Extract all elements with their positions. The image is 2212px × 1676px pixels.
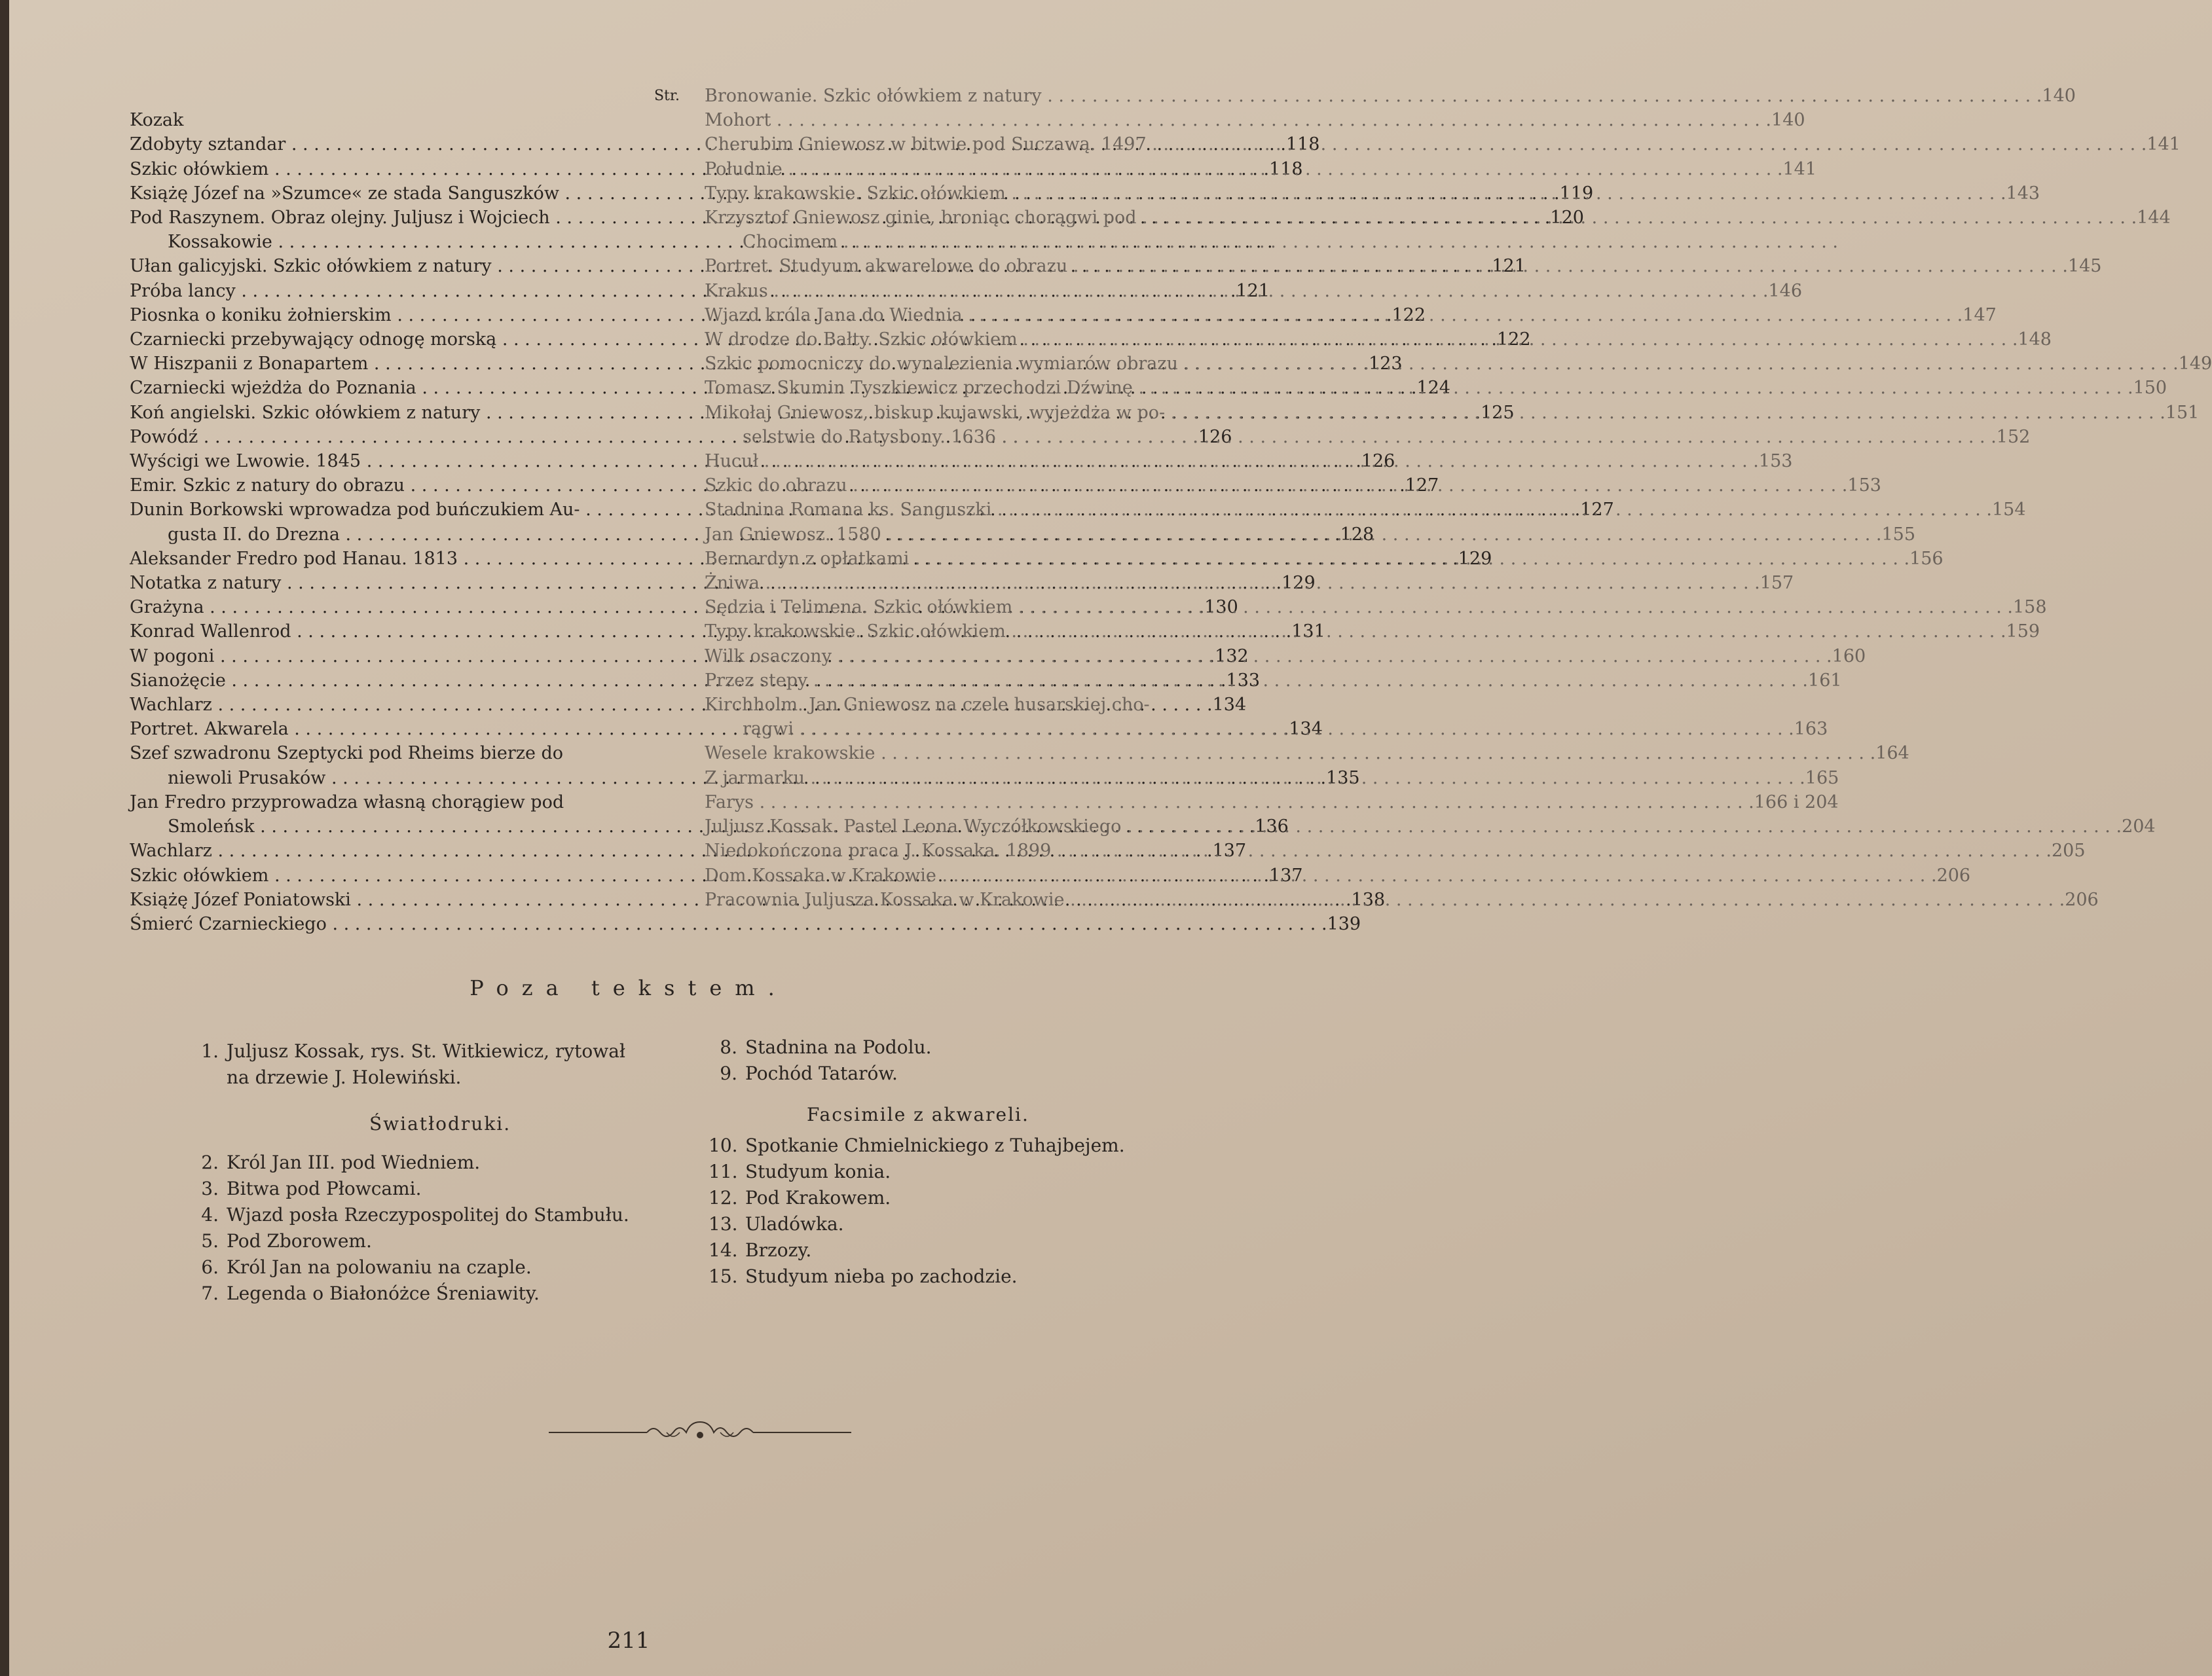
ornament-divider-icon: [549, 1419, 851, 1446]
toc-entry: [705, 108, 1805, 132]
toc-entry-title: Szkic ołówkiem . . .: [130, 157, 1269, 181]
toc-entry: [130, 741, 680, 765]
toc-entry-title: Grażyna . . .: [130, 595, 1204, 619]
plate-item: [709, 1264, 1206, 1290]
toc-entry-title: Zdobyty sztandar . . .: [130, 132, 1286, 156]
toc-entry: [705, 790, 1839, 814]
toc-entry-page: 158: [2013, 597, 2047, 618]
toc-entry-page: 140: [2042, 86, 2076, 106]
toc-entry-page: 131: [1291, 621, 1325, 642]
plate-title: Bitwa pod Płowcami.: [227, 1178, 422, 1199]
toc-entry-page: 165: [1805, 767, 1839, 788]
toc-entry-title: Portret. Akwarela . . .: [130, 717, 1289, 741]
toc-entry-title: Szef szwadronu Szeptycki pod Rheims bierze do: [130, 743, 564, 764]
toc-entry-title: Jan Fredro przyprowadza własną chorągiew pod: [130, 792, 564, 812]
plates-right-top-list: [709, 1034, 1206, 1087]
plate-item: [190, 1176, 688, 1202]
toc-entry-page: 118: [1285, 134, 1320, 155]
toc-entry-page: 166 i 204: [1754, 792, 1839, 812]
toc-entry-title: Hucuł . . .: [705, 449, 1759, 473]
toc-entry: [130, 230, 680, 254]
plates-intro-list: [190, 1038, 688, 1091]
toc-entry-title: Wilk osaczony . . .: [705, 644, 1832, 668]
toc-entry-page: 153: [1847, 475, 1881, 496]
toc-entry-title: gusta II. do Drezna . . .: [130, 522, 1340, 547]
toc-entry-page: 152: [1996, 426, 2031, 447]
plate-item: [190, 1150, 688, 1176]
toc-entry-page: 132: [1215, 646, 1249, 666]
toc-entry-title: Mohort . . .: [705, 108, 1771, 132]
toc-entry-page: 118: [1269, 158, 1303, 179]
toc-entry-title: Bronowanie. Szkic ołówkiem z natury . . .: [705, 84, 2042, 108]
toc-entry: [705, 644, 1866, 668]
toc-entry-title: W Hiszpanii z Bonapartem . . .: [130, 352, 1369, 376]
page-edge-shadow: [0, 0, 9, 1676]
toc-entry-page: 130: [1204, 597, 1238, 618]
toc-entry-title: Wachlarz . . .: [130, 693, 1213, 717]
toc-entry-page: 155: [1881, 524, 1916, 545]
toc-entry-title: Sianożęcie . . .: [130, 668, 1226, 693]
plate-number: 3.: [201, 1178, 219, 1199]
toc-entry: [130, 912, 1361, 936]
toc-entry-page: 137: [1212, 841, 1247, 862]
toc-entry-page: 156: [1909, 548, 1944, 569]
toc-entry-title: Cherubim Gniewosz w bitwie pod Suczawą. 1497 . . .: [705, 132, 2147, 156]
toc-entry-page: 157: [1760, 573, 1794, 594]
plate-number: 8.: [720, 1036, 737, 1058]
toc-entry-title: Przez stepy . . .: [705, 668, 1808, 693]
toc-entry-title: Wesele krakowskie . . .: [705, 741, 1875, 765]
plate-title: Pod Zborowem.: [227, 1230, 372, 1252]
plate-title: Legenda o Białonóżce Śreniawity.: [227, 1283, 540, 1304]
plate-number: 5.: [201, 1230, 219, 1252]
toc-entry-title: Dom Kossaka w Krakowie . . .: [705, 864, 1937, 888]
toc-entry-title: Z jarmarku . . .: [705, 766, 1805, 790]
toc-entry-page: 141: [2147, 134, 2181, 155]
toc-entry-title: Wjazd króla Jana do Wiednia . . .: [705, 303, 1963, 327]
toc-entry-page: 147: [1963, 304, 1997, 325]
toc-entry-title: Wyścigi we Lwowie. 1845 . . .: [130, 449, 1361, 473]
toc-entry-title: W pogoni . . .: [130, 644, 1215, 668]
plate-number: 14.: [709, 1239, 738, 1261]
toc-entry-title: Mikołaj Gniewosz, biskup kujawski, wyjeżdża w po- . . .: [705, 401, 2166, 425]
toc-entry-page: 127: [1405, 475, 1439, 496]
toc-entry-title: Farys . . .: [705, 790, 1754, 814]
swiatlodruki-list: [190, 1150, 688, 1307]
plate-item: [709, 1159, 1206, 1185]
toc-entry: [130, 790, 680, 814]
toc-entry-title: Szkic pomocniczy do wynalezienia wymiarów obrazu . . .: [705, 352, 2179, 376]
toc-entry-page: 151: [2165, 402, 2200, 423]
toc-entry-page: 143: [2006, 183, 2040, 204]
toc-entry-page: 145: [2067, 256, 2102, 277]
toc-entry-title: selstwie do Ratysbony. 1636 . . .: [705, 425, 1997, 449]
plate-title: Uladówka.: [745, 1213, 844, 1235]
toc-entry-title: Smoleńsk . . .: [130, 814, 1255, 839]
toc-entry-page: 133: [1226, 670, 1261, 691]
toc-entry-title: Ułan galicyjski. Szkic ołówkiem z natury . . .: [130, 254, 1492, 278]
plate-item: [709, 1237, 1206, 1264]
toc-entry-page: 121: [1492, 256, 1526, 277]
toc-entry-title: Czarniecki przebywający odnogę morską . . .: [130, 327, 1497, 352]
toc-entry: [705, 839, 2086, 863]
toc-entry-page: 134: [1289, 719, 1323, 740]
toc-entry-page: 148: [2018, 329, 2052, 350]
plate-item: [709, 1034, 1206, 1061]
toc-entry-page: 139: [1327, 913, 1361, 934]
toc-entry-page: 119: [1559, 183, 1594, 204]
toc-entry-title: Pod Raszynem. Obraz olejny. Juljusz i Wojciech . . .: [130, 206, 1550, 230]
toc-entry-title: Kossakowie . . .: [130, 230, 1273, 254]
toc-entry-page: 150: [2133, 378, 2167, 399]
toc-entry-page: 146: [1768, 280, 1803, 301]
toc-entry: [705, 230, 1238, 254]
toc-entry-page: 128: [1340, 524, 1374, 545]
facsimile-list: [709, 1133, 1206, 1290]
toc-entry-title: Czarniecki wjeżdża do Poznania . . .: [130, 376, 1416, 400]
plate-item: [709, 1061, 1206, 1087]
toc-entry-title: Chocimem . . .: [705, 230, 1838, 254]
toc-entry-page: 126: [1198, 426, 1232, 447]
toc-entry-page: 154: [1992, 500, 2026, 520]
toc-entry-title: Wachlarz . . .: [130, 839, 1213, 863]
toc-entry-page: 159: [2006, 621, 2040, 642]
toc-entry-title: Książę Józef na »Szumce« ze stada Sanguszków . . .: [130, 181, 1560, 206]
toc-entry-title: Emir. Szkic z natury do obrazu . . .: [130, 473, 1405, 498]
plate-number: [190, 1065, 219, 1091]
toc-entry: [705, 84, 2076, 108]
toc-entry-page: 121: [1236, 280, 1270, 301]
toc-entry-title: Sędzia i Telimena. Szkic ołówkiem . . .: [705, 595, 2013, 619]
toc-entry-title: Żniwa . . .: [705, 571, 1760, 595]
toc-entry-title: Książę Józef Poniatowski . . .: [130, 888, 1352, 912]
toc-entry-page: 136: [1255, 816, 1289, 837]
page-column-header: Str.: [654, 88, 680, 104]
toc-entry-page: 149: [2178, 354, 2212, 374]
toc-entry-title: Juljusz Kossak. Pastel Leona Wyczółkowskiego . . .: [705, 814, 2122, 839]
toc-entry: [705, 693, 1238, 717]
toc-entry-page: 124: [1416, 378, 1450, 399]
plate-number: 9.: [720, 1063, 737, 1084]
plate-item: [709, 1211, 1206, 1237]
toc-entry-page: 161: [1808, 670, 1842, 691]
plate-title: Studyum konia.: [745, 1161, 891, 1182]
plate-title: Brzozy.: [745, 1239, 812, 1261]
toc-entry-title: Próba lancy . . .: [130, 279, 1236, 303]
plate-item: [190, 1038, 688, 1065]
plate-title: na drzewie J. Holewiński.: [227, 1066, 462, 1088]
toc-entry-title: Powódź . . .: [130, 425, 1198, 449]
toc-entry-title: Tomasz Skumin Tyszkiewicz przechodzi Dźwinę . . .: [705, 376, 2133, 400]
toc-entry-title: Śmierć Czarnieckiego . . .: [130, 912, 1327, 936]
toc-entry-page: 125: [1481, 402, 1515, 423]
toc-entry-page: 120: [1550, 208, 1584, 228]
toc-entry-page: 206: [2065, 889, 2099, 910]
plate-item: [709, 1133, 1206, 1159]
toc-entry-page: 137: [1269, 865, 1303, 886]
toc-entry-page: 129: [1281, 573, 1316, 594]
toc-entry-page: 205: [2052, 841, 2086, 862]
toc-entry-page: 144: [2137, 208, 2171, 228]
plate-number: 13.: [709, 1213, 738, 1235]
toc-entry-page: 123: [1369, 354, 1403, 374]
toc-entry-title: Kozak: [130, 110, 184, 131]
plate-title: Pod Krakowem.: [745, 1187, 891, 1209]
toc-entry-page: 141: [1782, 158, 1817, 179]
toc-entry-page: 129: [1458, 548, 1492, 569]
toc-entry-title: W drodze do Bałty. Szkic ołówkiem . . .: [705, 327, 2018, 352]
toc-entry-title: niewoli Prusaków . . .: [130, 766, 1326, 790]
toc-entry-page: 126: [1361, 451, 1395, 472]
page-number: 211: [607, 1628, 650, 1654]
toc-entry: [130, 108, 680, 132]
plate-item: [709, 1185, 1206, 1211]
toc-entry: [705, 741, 1909, 765]
toc-entry: [705, 595, 2047, 619]
plate-title: Studyum nieba po zachodzie.: [745, 1266, 1018, 1287]
toc-entry-title: Aleksander Fredro pod Hanau. 1813 . . .: [130, 547, 1458, 571]
plate-item: [190, 1228, 688, 1254]
plate-number: 7.: [201, 1283, 219, 1304]
toc-entry-title: Typy krakowskie. Szkic ołówkiem . . .: [705, 619, 2006, 644]
plate-item: [190, 1254, 688, 1281]
plate-title: Król Jan III. pod Wiedniem.: [227, 1152, 481, 1173]
toc-entry-title: Krzysztof Gniewosz ginie, broniąc chorągwi pod . . .: [705, 206, 2137, 230]
plate-number: 15.: [709, 1266, 738, 1287]
toc-entry-page: 140: [1771, 110, 1805, 131]
toc-entry-title: Jan Gniewosz. 1580 . . .: [705, 522, 1882, 547]
toc-entry-page: 160: [1832, 646, 1866, 666]
plate-item: [190, 1281, 688, 1307]
toc-entry-title: Niedokończona praca J. Kossaka. 1899 . . .: [705, 839, 2052, 863]
toc-entry-page: 204: [2122, 816, 2156, 837]
plate-number: 2.: [201, 1152, 219, 1173]
toc-entry-title: Szkic do obrazu . . .: [705, 473, 1847, 498]
plate-title: Juljusz Kossak, rys. St. Witkiewicz, rytował: [227, 1040, 625, 1062]
toc-entry-page: 163: [1794, 719, 1828, 740]
plate-number: 6.: [201, 1256, 219, 1278]
plate-number: 12.: [709, 1187, 738, 1209]
toc-entry-title: Notatka z natury . . .: [130, 571, 1281, 595]
toc-entry-title: Bernardyn z opłatkami . . .: [705, 547, 1909, 571]
toc-entry-page: 164: [1875, 743, 1909, 764]
plate-title: Stadnina na Podolu.: [745, 1036, 932, 1058]
toc-entry-page: 122: [1392, 304, 1426, 325]
plate-title: Spotkanie Chmielnickiego z Tuhajbejem.: [745, 1135, 1125, 1156]
toc-entry-title: Stadnina Romana ks. Sanguszki . . .: [705, 498, 1992, 522]
toc-entry-page: 206: [1936, 865, 1971, 886]
plate-number: 10.: [709, 1135, 738, 1156]
poza-tekstem-heading: Poza tekstem.: [470, 975, 788, 1000]
toc-entry-title: Kirchholm. Jan Gniewosz na czele husarskiej cho-: [705, 695, 1150, 716]
toc-entry: [705, 425, 2031, 449]
swiatlodruki-heading: Światłodruki.: [369, 1113, 511, 1135]
plate-title: Wjazd posła Rzeczypospolitej do Stambułu.: [227, 1204, 629, 1226]
plate-number: 4.: [201, 1204, 219, 1226]
plate-item: [190, 1202, 688, 1228]
toc-entry-title: Koń angielski. Szkic ołówkiem z natury . . .: [130, 401, 1481, 425]
toc-entry-page: 127: [1580, 500, 1614, 520]
toc-entry-title: Portret. Studyum akwarelowe do obrazu . . .: [705, 254, 2068, 278]
toc-entry-page: 138: [1351, 889, 1386, 910]
toc-entry-page: 134: [1212, 695, 1247, 716]
facsimile-heading: Facsimile z akwareli.: [807, 1104, 1029, 1125]
plate-item: [190, 1065, 688, 1091]
plate-number: 11.: [709, 1161, 738, 1182]
toc-entry-page: 122: [1496, 329, 1531, 350]
plate-title: Król Jan na polowaniu na czaple.: [227, 1256, 532, 1278]
toc-entry-page: 135: [1326, 767, 1360, 788]
toc-entry-title: rągwi . . .: [705, 717, 1794, 741]
toc-entry-title: Dunin Borkowski wprowadza pod buńczukiem Au- . . .: [130, 498, 1580, 522]
toc-entry-title: Pracownia Juljusza Kossaka w Krakowie . . .: [705, 888, 2065, 912]
toc-entry-title: Szkic ołówkiem . . .: [130, 864, 1269, 888]
toc-entry-title: Krakus . . .: [705, 279, 1768, 303]
toc-entry-title: Południe . . .: [705, 157, 1782, 181]
toc-left-header: [130, 84, 680, 108]
toc-entry-page: 153: [1758, 451, 1793, 472]
toc-entry-title: Piosnka o koniku żołnierskim . . .: [130, 303, 1392, 327]
toc-entry-title: Typy krakowskie. Szkic ołówkiem . . .: [705, 181, 2006, 206]
plate-number: 1.: [201, 1040, 219, 1062]
toc-entry-title: Konrad Wallenrod . . .: [130, 619, 1291, 644]
plate-title: Pochód Tatarów.: [745, 1063, 898, 1084]
